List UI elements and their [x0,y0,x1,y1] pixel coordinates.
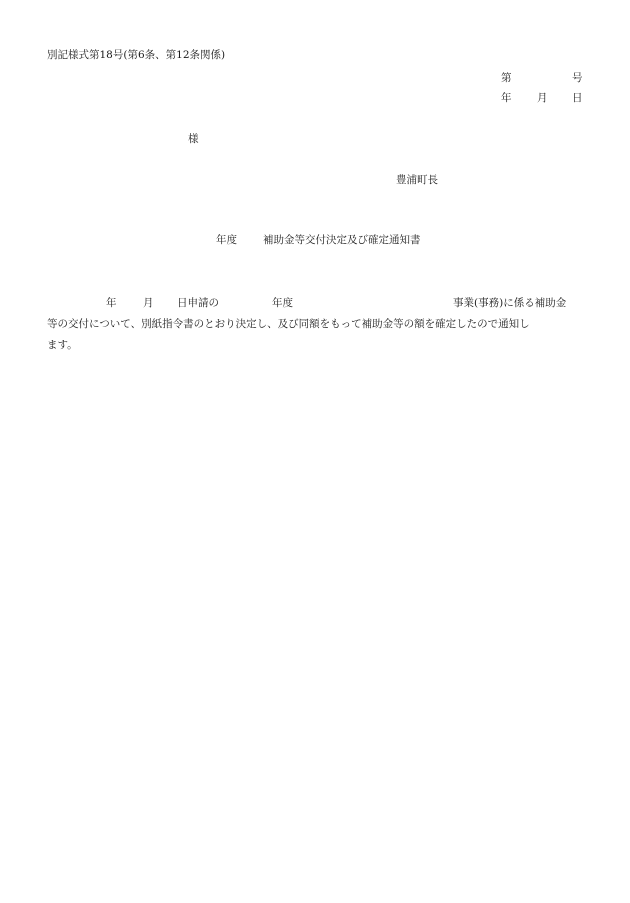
body-line-3 [47,335,587,356]
body-line-2-text: 等の交付について、別紙指令書のとおり決定し、及び同額をもって補助金等の額を確定したので通知し [47,318,530,330]
body-project-text: 事業(事務)に係る補助金 [453,297,567,309]
body-line-3-text: ます。 [47,339,78,351]
document-number-suffix: 号 [572,72,583,84]
body-paragraph [47,293,587,356]
date-year-label: 年 [501,92,512,104]
document-number-prefix: 第 [501,72,512,84]
sender-title: 豊浦町長 [396,174,438,186]
body-line-2 [47,314,587,335]
form-number-label: 別記様式第18号(第6条、第12条関係) [47,49,226,61]
date-day-label: 日 [572,92,583,104]
document-title: 補助金等交付決定及び確定通知書 [263,234,421,246]
body-fiscal-year-label: 年度 [272,297,293,309]
body-line-1 [47,293,587,314]
document-title-year: 年度 [216,234,237,246]
body-month-label: 月 [143,297,154,309]
addressee-honorific: 様 [188,133,199,145]
body-application-date-label: 日申請の [177,297,219,309]
body-year-label: 年 [106,297,117,309]
date-month-label: 月 [537,92,548,104]
